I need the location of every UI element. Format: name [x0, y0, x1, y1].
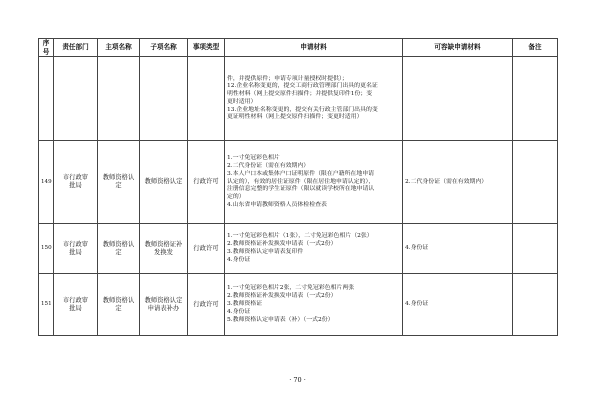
cell-subitem [140, 224, 188, 274]
cell-waivable [403, 274, 513, 336]
cell-line: 1.一寸免冠彩色相片（1张），二寸免冠彩色相片（2张） [227, 233, 373, 240]
cell-line: 4.身份证 [227, 256, 251, 263]
cell-line: 5.教师资格认定申请表（补）（一式2份） [227, 316, 334, 323]
cell-line: 定 [115, 248, 122, 256]
cell-line: 教师资格认定 [144, 178, 183, 186]
cell-line: 教师资格认定 [144, 296, 183, 304]
cell-line: 定 [115, 304, 122, 312]
cell-line: 教师资格认 [102, 240, 135, 248]
table-row [39, 224, 558, 274]
cell-line: 市行政审 [62, 174, 89, 182]
cell-line: 2.教师资格证补发换发申请表（一式2份） [227, 241, 337, 248]
cell-line: 教师资格证补 [144, 240, 183, 248]
cell-line: 4.身份证 [405, 245, 429, 252]
cell-type [188, 57, 225, 141]
cell-line: 3.本人户口本或集体户口证明原件（限在户籍所在地申请 [227, 170, 374, 177]
cell-seq: 150 [39, 224, 54, 274]
cell-seq: 151 [39, 274, 54, 336]
cell-item [98, 57, 140, 141]
cell-subitem [140, 274, 188, 336]
cell-line: 2.二代身份证（需在有效期内） [227, 162, 310, 169]
cell-line: 批局 [69, 182, 82, 190]
cell-waivable [403, 141, 513, 224]
cell-line: 13.企业地址名称变更的，提交有关行政主管部门出具的变 [227, 106, 378, 113]
cell-line: 2.教师资格证补发换发申请表（一式2份） [227, 293, 337, 300]
cell-waivable [403, 57, 513, 141]
table-row [39, 274, 558, 336]
cell-line: 申请表补办 [147, 304, 180, 312]
header-waivable: 可容缺申请材料 [403, 39, 513, 57]
cell-seq: 149 [39, 141, 54, 224]
materials-table [38, 38, 558, 336]
cell-subitem [140, 141, 188, 224]
cell-line: 教师资格认 [102, 296, 135, 304]
cell-materials [225, 224, 403, 274]
cell-dept [54, 224, 98, 274]
cell-waivable [403, 224, 513, 274]
page-number: · 70 · [289, 376, 306, 384]
cell-materials [225, 141, 403, 224]
header-type: 事项类型 [188, 39, 225, 57]
cell-materials [225, 57, 403, 141]
cell-subitem [140, 57, 188, 141]
header-notes: 备注 [513, 39, 558, 57]
cell-materials [225, 274, 403, 336]
cell-seq [39, 57, 54, 141]
cell-line: 认定的），有效的居住证原件（限在居住地申请认定的）， [227, 178, 375, 185]
cell-line: 1.一寸免冠彩色相片 [227, 155, 280, 162]
header-seq: 序号 [39, 39, 54, 57]
cell-dept [54, 141, 98, 224]
header-materials: 申请材料 [225, 39, 403, 57]
cell-line: 4.身份证 [405, 301, 429, 308]
cell-line: 批局 [69, 248, 82, 256]
cell-line: 件，并提供原件；申请专项计量授权时提供）； [227, 75, 348, 82]
cell-item [98, 224, 140, 274]
cell-line: 定的） [227, 194, 245, 201]
cell-type: 行政许可 [188, 274, 225, 336]
cell-line: 2.二代身份证（需在有效期内） [405, 178, 488, 185]
cell-type: 行政许可 [188, 141, 225, 224]
cell-line: 4.身份证 [227, 308, 251, 315]
cell-line: 市行政审 [62, 240, 89, 248]
cell-notes [513, 224, 558, 274]
cell-notes [513, 141, 558, 224]
cell-line: 12.企业名称变更的，提交工商行政管理部门出具的更名证 [227, 83, 378, 90]
cell-line: 市行政审 [62, 296, 89, 304]
cell-line: 明性材料（网上提交原件扫描件；并提供复印件1份；变 [227, 91, 373, 98]
cell-line: 更证明性材料（网上提交原件扫描件；变更时适用） [227, 114, 363, 121]
cell-line: 1.一寸免冠彩色相片2张，二寸免冠彩色相片两张 [227, 285, 355, 292]
cell-line: 批局 [69, 304, 82, 312]
cell-line: 注册信息完整的学生证原件（限以就读学校所在地申请认 [227, 186, 375, 193]
cell-line: 4.山东省申请教师资格人员体检检查表 [227, 201, 327, 208]
cell-line: 3.教师资格认定申请表复印件 [227, 248, 304, 255]
header-item: 主项名称 [98, 39, 140, 57]
header-subitem: 子项名称 [140, 39, 188, 57]
cell-line: 更时适用） [227, 98, 257, 105]
cell-line: 教师资格认 [102, 174, 135, 182]
cell-item [98, 141, 140, 224]
cell-dept [54, 274, 98, 336]
header-row [39, 39, 558, 57]
header-dept: 责任部门 [54, 39, 98, 57]
cell-line: 3.教师资格证 [227, 301, 263, 308]
cell-line: 发换发 [154, 248, 173, 256]
cell-item [98, 274, 140, 336]
cell-type: 行政许可 [188, 224, 225, 274]
cell-notes [513, 274, 558, 336]
cell-line: 定 [115, 182, 122, 190]
table-row [39, 141, 558, 224]
cell-dept [54, 57, 98, 141]
continuation-row [39, 57, 558, 141]
cell-notes [513, 57, 558, 141]
